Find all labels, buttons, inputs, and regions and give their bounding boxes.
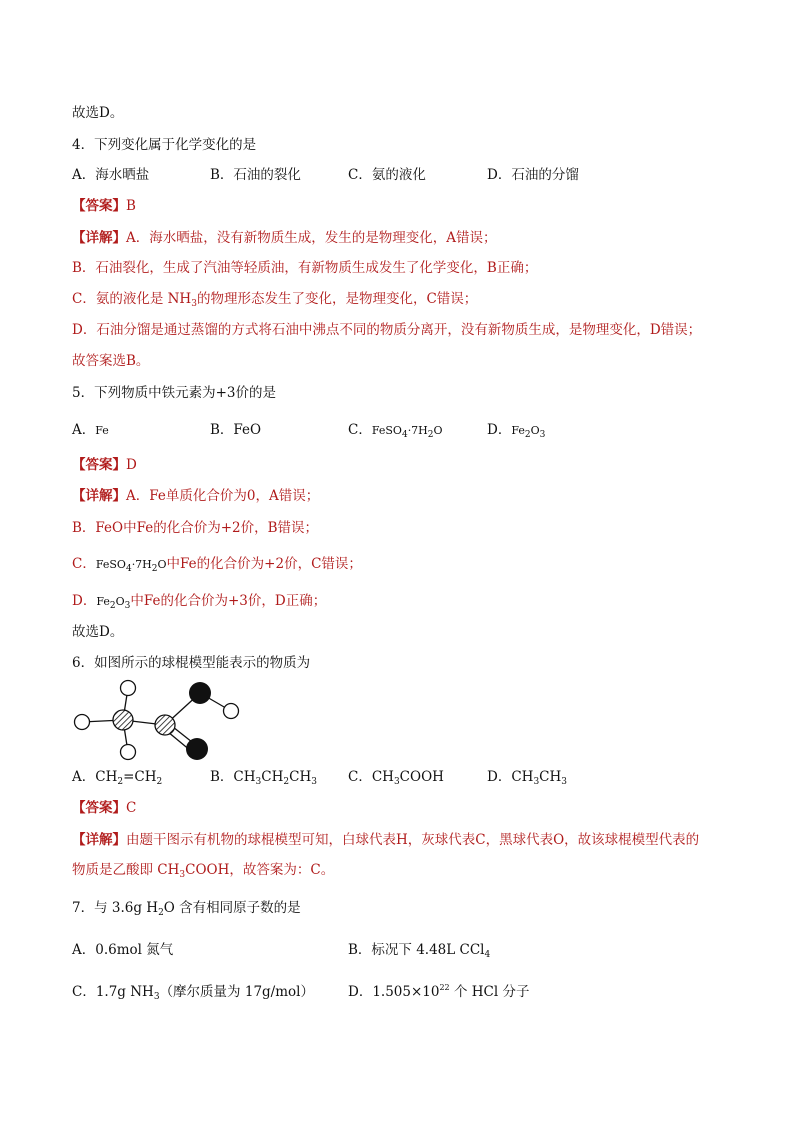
q5-option-d-sub2: 3: [539, 430, 546, 440]
q6-option-d-sub1: 3: [533, 777, 540, 787]
q4-option-b: B．石油的裂化: [210, 167, 301, 183]
q5-detail-c: [72, 554, 362, 576]
q5-detail-c-sub1: 4: [125, 564, 132, 574]
q5-answer: [72, 455, 137, 475]
q5-option-d-formula2: O: [530, 424, 540, 437]
q5-option-c-sub2: 2: [427, 430, 434, 440]
q6-option-a-1: A．CH: [72, 769, 118, 785]
q6-option-c-sub1: 3: [393, 777, 400, 787]
q5-option-d: [487, 420, 545, 442]
q5-option-d-formula: Fe: [511, 424, 525, 437]
q7-option-b-sub: 4: [484, 950, 491, 960]
q6-stem: 6．如图所示的球棍模型能表示的物质为: [72, 655, 311, 671]
q6-option-a: [72, 767, 162, 789]
q6-option-d: [487, 767, 567, 789]
q5-detail-a: [72, 486, 319, 506]
q6-option-a-sub2: 2: [156, 777, 163, 787]
q7-option-a: A．0.6mol 氮气: [72, 942, 174, 958]
q7-option-b: [348, 940, 490, 962]
answer-tag: 【答案】: [72, 800, 126, 816]
q5-detail-c-formula3: O: [157, 558, 167, 571]
q4-detail-c-post: 的物理形态发生了变化，是物理变化，C错误；: [196, 291, 478, 307]
q4-conclusion: 故答案选B。: [72, 353, 150, 369]
q4-option-c: C．氨的液化: [348, 167, 426, 183]
q7-stem-sub: 2: [158, 908, 164, 918]
q7-stem-post: O 含有相同原子数的是: [163, 900, 301, 916]
hydrogen-atom: [224, 704, 239, 719]
q5-detail-c-post: 中Fe的化合价为+2价，C错误；: [166, 556, 362, 572]
q6-option-c-1: C．CH: [348, 769, 394, 785]
q6-detail-text1: 由题干图示有机物的球棍模型可知，白球代表H，灰球代表C，黑球代表O，故该球棍模型代表的: [126, 832, 700, 848]
hydrogen-atom: [121, 745, 136, 760]
q7-option-b-pre: B．标况下 4.48L CCl: [348, 942, 485, 958]
q6-option-c-2: COOH: [399, 769, 444, 785]
prev-conclusion: 故选D。: [72, 105, 124, 121]
answer-tag: 【答案】: [72, 457, 126, 473]
q4-answer-value: B: [126, 198, 136, 214]
q7-option-c-sub: 3: [153, 992, 160, 1002]
q6-answer-value: C: [126, 800, 137, 816]
q7-option-d-pre: D．1.505×10: [348, 984, 440, 1000]
hydrogen-atom: [75, 715, 90, 730]
q5-detail-c-formula: FeSO: [95, 558, 126, 571]
q6-detail-line2: [72, 860, 334, 882]
q5-option-a-formula: Fe: [95, 424, 109, 437]
q5-stem: 5．下列物质中铁元素为+3价的是: [72, 385, 276, 401]
q5-option-c-label: C．: [348, 422, 372, 438]
q5-detail-d-post: 中Fe的化合价为+3价，D正确；: [130, 593, 327, 609]
q4-option-d: D．石油的分馏: [487, 167, 579, 183]
q5-option-b: B．FeO: [210, 422, 262, 438]
q7-option-d: [348, 982, 529, 1004]
oxygen-atom: [186, 738, 208, 760]
q7-option-d-sup: 22: [439, 983, 450, 992]
q5-detail-d-formula2: O: [115, 595, 125, 608]
q5-option-c-formula: FeSO: [371, 424, 402, 437]
q4-detail-a: [72, 228, 497, 248]
oxygen-atom: [189, 682, 211, 704]
q6-option-b: [210, 767, 317, 789]
q5-detail-d-sub1: 2: [109, 601, 116, 611]
answer-tag: 【答案】: [72, 198, 126, 214]
q5-detail-d-pre: D．: [72, 593, 97, 609]
ball-and-stick-model: [66, 678, 246, 764]
q4-detail-c-pre: C．氨的液化是 NH: [72, 291, 192, 307]
q5-detail-c-sub2: 2: [151, 564, 158, 574]
q5-detail-c-pre: C．: [72, 556, 96, 572]
q4-detail-c: [72, 289, 477, 311]
q6-option-b-sub1: 3: [255, 777, 262, 787]
q6-option-d-1: D．CH: [487, 769, 534, 785]
q5-option-c-formula2: ·7H: [407, 424, 428, 437]
detail-tag: 【详解】: [72, 488, 126, 504]
q4-answer: [72, 196, 136, 216]
q7-option-c-pre: C．1.7g NH: [72, 984, 154, 1000]
q5-option-c-formula3: O: [433, 424, 443, 437]
q5-detail-c-formula2: ·7H: [131, 558, 152, 571]
q6-option-d-2: CH: [539, 769, 562, 785]
q5-conclusion: 故选D。: [72, 624, 124, 640]
detail-tag: 【详解】: [72, 230, 126, 246]
q7-stem: [72, 898, 301, 920]
q7-option-d-post: 个 HCl 分子: [449, 984, 530, 1000]
q5-detail-d-formula: Fe: [96, 595, 110, 608]
q5-detail-d: [72, 591, 326, 613]
q4-detail-b: B．石油裂化，生成了汽油等轻质油，有新物质生成发生了化学变化，B正确；: [72, 260, 538, 276]
q5-detail-b: B．FeO中Fe的化合价为+2价，B错误；: [72, 520, 319, 536]
q4-stem: 4．下列变化属于化学变化的是: [72, 137, 257, 153]
q5-option-a: [72, 420, 109, 441]
q4-detail-d: D．石油分馏是通过蒸馏的方式将石油中沸点不同的物质分离开，没有新物质生成，是物理变化，D错误；: [72, 322, 702, 338]
carbon-atom: [113, 710, 133, 730]
q6-option-d-sub2: 3: [561, 777, 568, 787]
q6-option-b-2: CH: [261, 769, 284, 785]
q6-answer: [72, 798, 136, 818]
q7-option-c-post: （摩尔质量为 17g/mol）: [159, 984, 314, 1000]
q4-option-a: A．海水晒盐: [72, 167, 150, 183]
q6-detail-pre: 物质是乙酸即 CH: [72, 862, 180, 878]
q5-option-d-sub1: 2: [524, 430, 531, 440]
q6-option-b-sub3: 3: [311, 777, 317, 787]
q4-detail-c-sub: 3: [191, 299, 197, 309]
q7-stem-pre: 7．与 3.6g H: [72, 900, 159, 916]
q4-detail-a-text: A．海水晒盐，没有新物质生成，发生的是物理变化，A错误；: [126, 230, 497, 246]
q7-option-c: [72, 982, 314, 1004]
detail-tag: 【详解】: [72, 832, 126, 848]
q6-option-b-3: CH: [289, 769, 312, 785]
carbon-atom: [155, 715, 175, 735]
q6-detail-post: COOH，故答案为：C。: [185, 862, 335, 878]
q6-option-b-sub2: 2: [283, 777, 290, 787]
q5-option-c: [348, 420, 443, 442]
hydrogen-atom: [121, 681, 136, 696]
q6-option-c: [348, 767, 444, 789]
q5-option-c-sub1: 4: [401, 430, 408, 440]
q6-option-b-1: B．CH: [210, 769, 256, 785]
q5-detail-a-text: A．Fe单质化合价为0，A错误；: [126, 488, 320, 504]
q5-detail-d-sub2: 3: [124, 601, 131, 611]
q6-option-a-2: =CH: [123, 769, 157, 785]
q6-detail-sub: 3: [179, 870, 186, 880]
q5-answer-value: D: [126, 457, 137, 473]
q6-detail-line1: [72, 830, 699, 850]
q6-option-a-sub1: 2: [117, 777, 124, 787]
q5-option-a-label: A．: [72, 422, 96, 438]
q5-option-d-label: D．: [487, 422, 512, 438]
